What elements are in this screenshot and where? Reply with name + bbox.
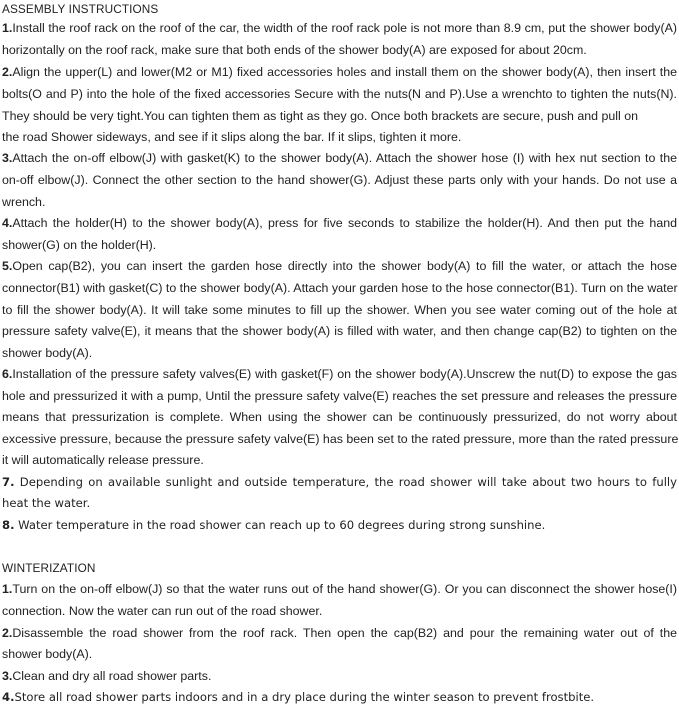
assembly-step-6-line-2: hole and pressurized it with a pump, Until the pressure safety valve(E) reaches the set pressure and releases the pressure — [2, 389, 677, 403]
step-number: 2. — [2, 65, 13, 79]
assembly-step-2-line-4: the road Shower sideways, and see if it slips along the bar. If it slips, tighten it more. — [2, 130, 462, 144]
assembly-step-5-line-2: connector(B1) with gasket(C) to the shower body(A). Attach your garden hose to the hose connector(B1). Turn on the water — [2, 281, 678, 295]
winterization-heading: WINTERIZATION — [2, 561, 96, 575]
step-number: 5. — [2, 259, 13, 273]
assembly-step-4-line-2: shower(G) on the holder(H). — [2, 238, 157, 252]
step-number: 1. — [2, 582, 13, 596]
assembly-step-2-line-2: bolts(O and P) into the hole of the fixed accessories Secure with the nuts(N and P).Use a wrenchto to tighten the nuts(N). — [2, 87, 677, 101]
assembly-step-1-line-1: 1.Install the roof rack on the roof of the car, the width of the roof rack pole is not more than 8.9 cm, put the shower body(A) — [2, 21, 677, 35]
winterization-step-1-line-2: connection. Now the water can run out of the road shower. — [2, 604, 323, 618]
assembly-step-5-line-3: to fill the shower body(A). It will take some minutes to fill up the shower. When you see water coming out of the hole at — [2, 303, 677, 317]
assembly-step-6-line-1: 6.Installation of the pressure safety valves(E) with gasket(F) on the shower body(A).Unscrew the nut(D) to expose the gas — [2, 367, 677, 381]
step-number: 6. — [2, 367, 13, 381]
assembly-step-7-line-1: 7. Depending on available sunlight and outside temperature, the road shower will take about two hours to fully — [2, 475, 677, 489]
assembly-step-2-line-3: They should be very tight.You can tighten them as tight as they go. Once both brackets are secure, push and pull on — [2, 109, 638, 123]
step-number: 2. — [2, 626, 13, 640]
winterization-step-2-line-2: shower body(A). — [2, 647, 93, 661]
assembly-step-5-line-1: 5.Open cap(B2), you can insert the garden hose directly into the shower body(A) to fill the water, or attach the hose — [2, 259, 677, 273]
assembly-step-3-line-3: wrench. — [2, 195, 46, 209]
assembly-step-7-line-2: heat the water. — [2, 496, 91, 510]
assembly-step-6-line-3: means that pressurization is complete. When using the shower can be continuously pressurized, do not worry about — [2, 410, 677, 424]
winterization-step-4-line-1: 4.Store all road shower parts indoors and in a dry place during the winter season to prevent frostbite. — [2, 690, 595, 704]
step-number: 7. — [2, 475, 15, 489]
assembly-step-5-line-5: shower body(A). — [2, 346, 93, 360]
assembly-step-6-line-5: it will automatically release pressure. — [2, 453, 204, 467]
winterization-step-1-line-1: 1.Turn on the on-off elbow(J) so that the water runs out of the hand shower(G). Or you can disconnect the shower hose(I) — [2, 582, 677, 596]
assembly-heading: ASSEMBLY INSTRUCTIONS — [2, 2, 159, 16]
step-number: 3. — [2, 669, 13, 683]
assembly-step-5-line-4: pressure safety valve(E), it means that the shower body(A) is filled with water, and then change cap(B2) to tighten on the — [2, 324, 677, 338]
assembly-step-4-line-1: 4.Attach the holder(H) to the shower body(A), press for five seconds to stabilize the holder(H). And then put the hand — [2, 216, 677, 230]
winterization-step-3-line-1: 3.Clean and dry all road shower parts. — [2, 669, 212, 683]
step-number: 3. — [2, 151, 13, 165]
assembly-step-2-line-1: 2.Align the upper(L) and lower(M2 or M1) fixed accessories holes and install them on the shower body(A), then insert the — [2, 65, 677, 79]
step-number: 8. — [2, 518, 15, 532]
assembly-step-8-line-1: 8. Water temperature in the road shower can reach up to 60 degrees during strong sunshine. — [2, 518, 546, 532]
assembly-step-3-line-1: 3.Attach the on-off elbow(J) with gasket(K) to the shower body(A). Attach the shower hose (I) with hex nut section to the — [2, 151, 677, 165]
assembly-step-1-line-2: horizontally on the roof rack, make sure that both ends of the shower body(A) are exposed for about 20cm. — [2, 43, 587, 57]
step-number: 1. — [2, 21, 13, 35]
winterization-step-2-line-1: 2.Disassemble the road shower from the roof rack. Then open the cap(B2) and pour the remaining water out of the — [2, 626, 677, 640]
assembly-step-6-line-4: excessive pressure, because the pressure safety valve(E) has been set to the rated pressure, more than the rated pressure — [2, 432, 679, 446]
step-number: 4. — [2, 216, 13, 230]
assembly-step-3-line-2: on-off elbow(J). Connect the other section to the hand shower(G). Adjust these parts only with your hands. Do not use a — [2, 173, 677, 187]
step-number: 4. — [2, 690, 15, 704]
